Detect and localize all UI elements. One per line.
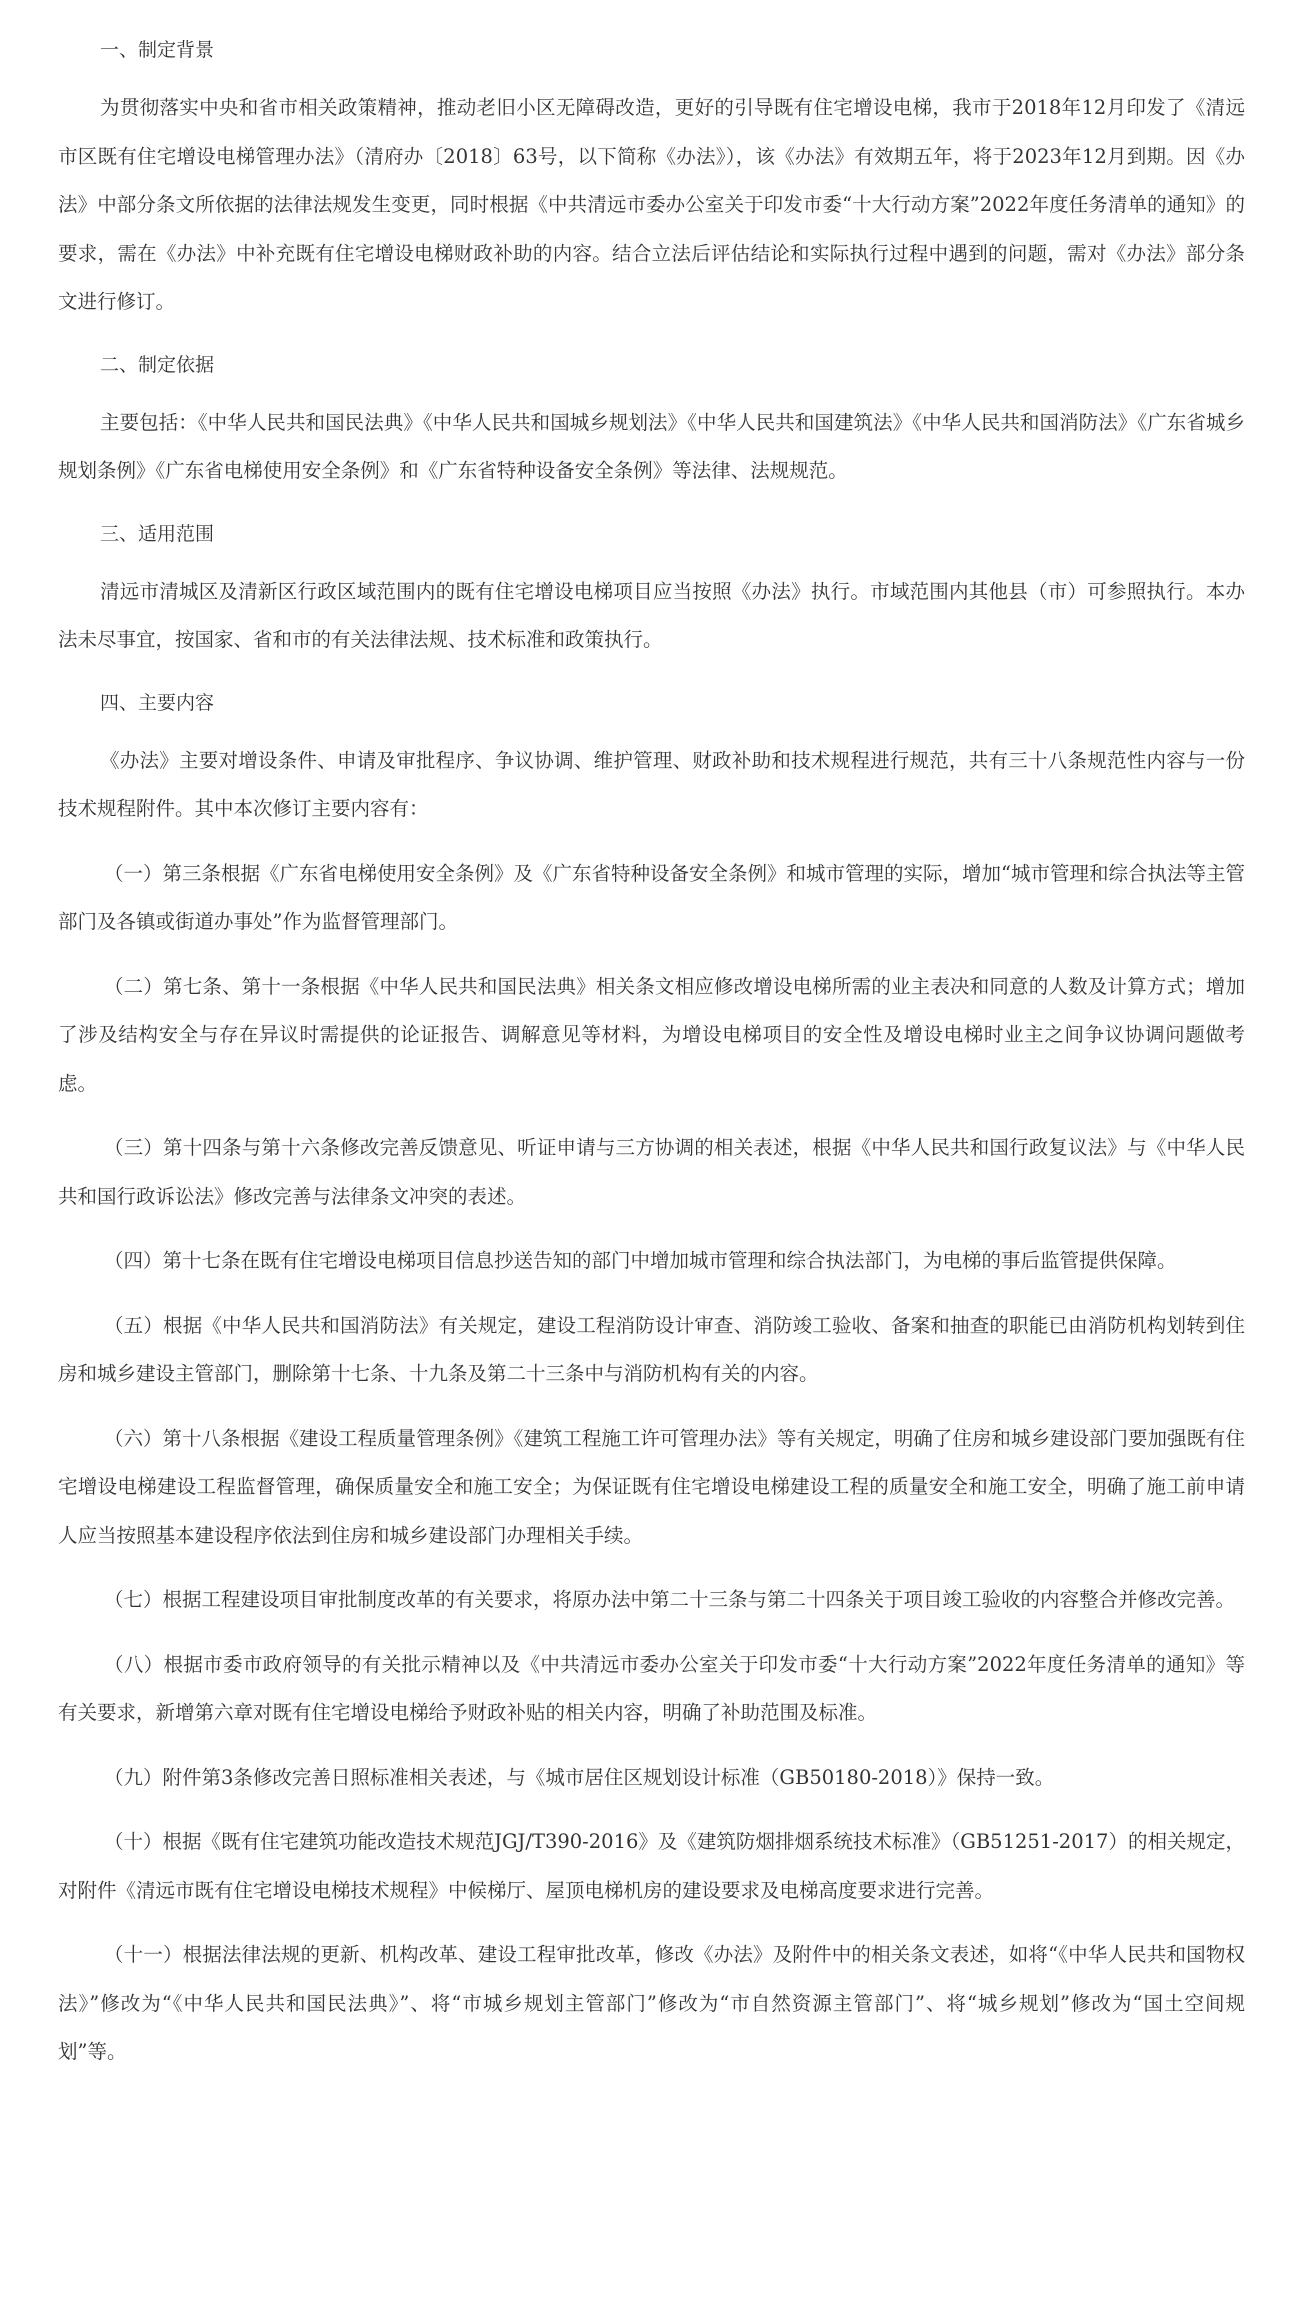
section-paragraph: 主要包括：《中华人民共和国民法典》《中华人民共和国城乡规划法》《中华人民共和国建筑法》《中华人民共和国消防法》《广东省城乡规划条例》《广东省电梯使用安全条例》和《广东省特种设备安全条例》等法律、法规规范。 <box>58 410 1245 482</box>
revision-item: （三）第十四条与第十六条修改完善反馈意见、听证申请与三方协调的相关表述，根据《中华人民共和国行政复议法》与《中华人民共和国行政诉讼法》修改完善与法律条文冲突的表述。 <box>58 1136 1245 1208</box>
revision-item: （二）第七条、第十一条根据《中华人民共和国民法典》相关条文相应修改增设电梯所需的业主表决和同意的人数及计算方式；增加了涉及结构安全与存在异议时需提供的论证报告、调解意见等材料，为增设电梯项目的安全性及增设电梯时业主之间争议协调问题做考虑。 <box>58 974 1245 1095</box>
section-heading: 二、制定依据 <box>100 353 215 376</box>
revision-item: （五）根据《中华人民共和国消防法》有关规定，建设工程消防设计审查、消防竣工验收、备案和抽查的职能已由消防机构划转到住房和城乡建设主管部门，删除第十七条、十九条及第二十三条中与消防机构有关的内容。 <box>58 1313 1245 1385</box>
section-background <box>58 28 1245 327</box>
section-main-content <box>58 681 1245 2077</box>
revision-item: （十一）根据法律法规的更新、机构改革、建设工程审批改革，修改《办法》及附件中的相关条文表述，如将“《中华人民共和国物权法》”修改为“《中华人民共和国民法典》”、将“市城乡规划主管部门”修改为“市自然资源主管部门”、将“城乡规划”修改为“国土空间规划”等。 <box>58 1943 1245 2063</box>
revision-item: （十）根据《既有住宅建筑功能改造技术规范JGJ/T390-2016》及《建筑防烟排烟系统技术标准》（GB51251-2017）的相关规定，对附件《清远市既有住宅增设电梯技术规程》中候梯厅、屋顶电梯机房的建设要求及电梯高度要求进行完善。 <box>58 1830 1245 1902</box>
section-basis <box>58 343 1245 496</box>
section-heading: 四、主要内容 <box>100 691 215 714</box>
section-paragraph: 《办法》主要对增设条件、申请及审批程序、争议协调、维护管理、财政补助和技术规程进行规范，共有三十八条规范性内容与一份技术规程附件。其中本次修订主要内容有： <box>58 748 1245 820</box>
section-paragraph: 为贯彻落实中央和省市相关政策精神，推动老旧小区无障碍改造，更好的引导既有住宅增设电梯，我市于2018年12月印发了《清远市区既有住宅增设电梯管理办法》（清府办〔2018〕63号，以下简称《办法》），该《办法》有效期五年，将于2023年12月到期。因《办法》中部分条文所依据的法律法规发生变更，同时根据《中共清远市委办公室关于印发市委“十大行动方案”2022年度任务清单的通知》的要求，需在《办法》中补充既有住宅增设电梯财政补助的内容。结合立法后评估结论和实际执行过程中遇到的问题，需对《办法》部分条文进行修订。 <box>58 96 1245 313</box>
revision-item: （七）根据工程建设项目审批制度改革的有关要求，将原办法中第二十三条与第二十四条关于项目竣工验收的内容整合并修改完善。 <box>104 1588 1236 1611</box>
revision-item: （八）根据市委市政府领导的有关批示精神以及《中共清远市委办公室关于印发市委“十大行动方案”2022年度任务清单的通知》等有关要求，新增第六章对既有住宅增设电梯给予财政补贴的相关内容，明确了补助范围及标准。 <box>58 1652 1245 1724</box>
section-paragraph: 清远市清城区及清新区行政区域范围内的既有住宅增设电梯项目应当按照《办法》执行。市域范围内其他县（市）可参照执行。本办法未尽事宜，按国家、省和市的有关法律法规、技术标准和政策执行。 <box>58 579 1245 651</box>
revision-item: （一）第三条根据《广东省电梯使用安全条例》及《广东省特种设备安全条例》和城市管理的实际，增加“城市管理和综合执法等主管部门及各镇或街道办事处”作为监督管理部门。 <box>58 861 1245 933</box>
revision-item: （九）附件第3条修改完善日照标准相关表述，与《城市居住区规划设计标准（GB50180-2018）》保持一致。 <box>104 1765 1055 1789</box>
revision-item: （六）第十八条根据《建设工程质量管理条例》《建筑工程施工许可管理办法》等有关规定，明确了住房和城乡建设部门要加强既有住宅增设电梯建设工程监督管理，确保质量安全和施工安全；为保证既有住宅增设电梯建设工程的质量安全和施工安全，明确了施工前申请人应当按照基本建设程序依法到住房和城乡建设部门办理相关手续。 <box>58 1426 1245 1547</box>
section-heading: 一、制定背景 <box>100 39 215 61</box>
revision-item: （四）第十七条在既有住宅增设电梯项目信息抄送告知的部门中增加城市管理和综合执法部门，为电梯的事后监管提供保障。 <box>104 1249 1177 1272</box>
section-heading: 三、适用范围 <box>100 522 215 545</box>
section-scope <box>58 512 1245 665</box>
